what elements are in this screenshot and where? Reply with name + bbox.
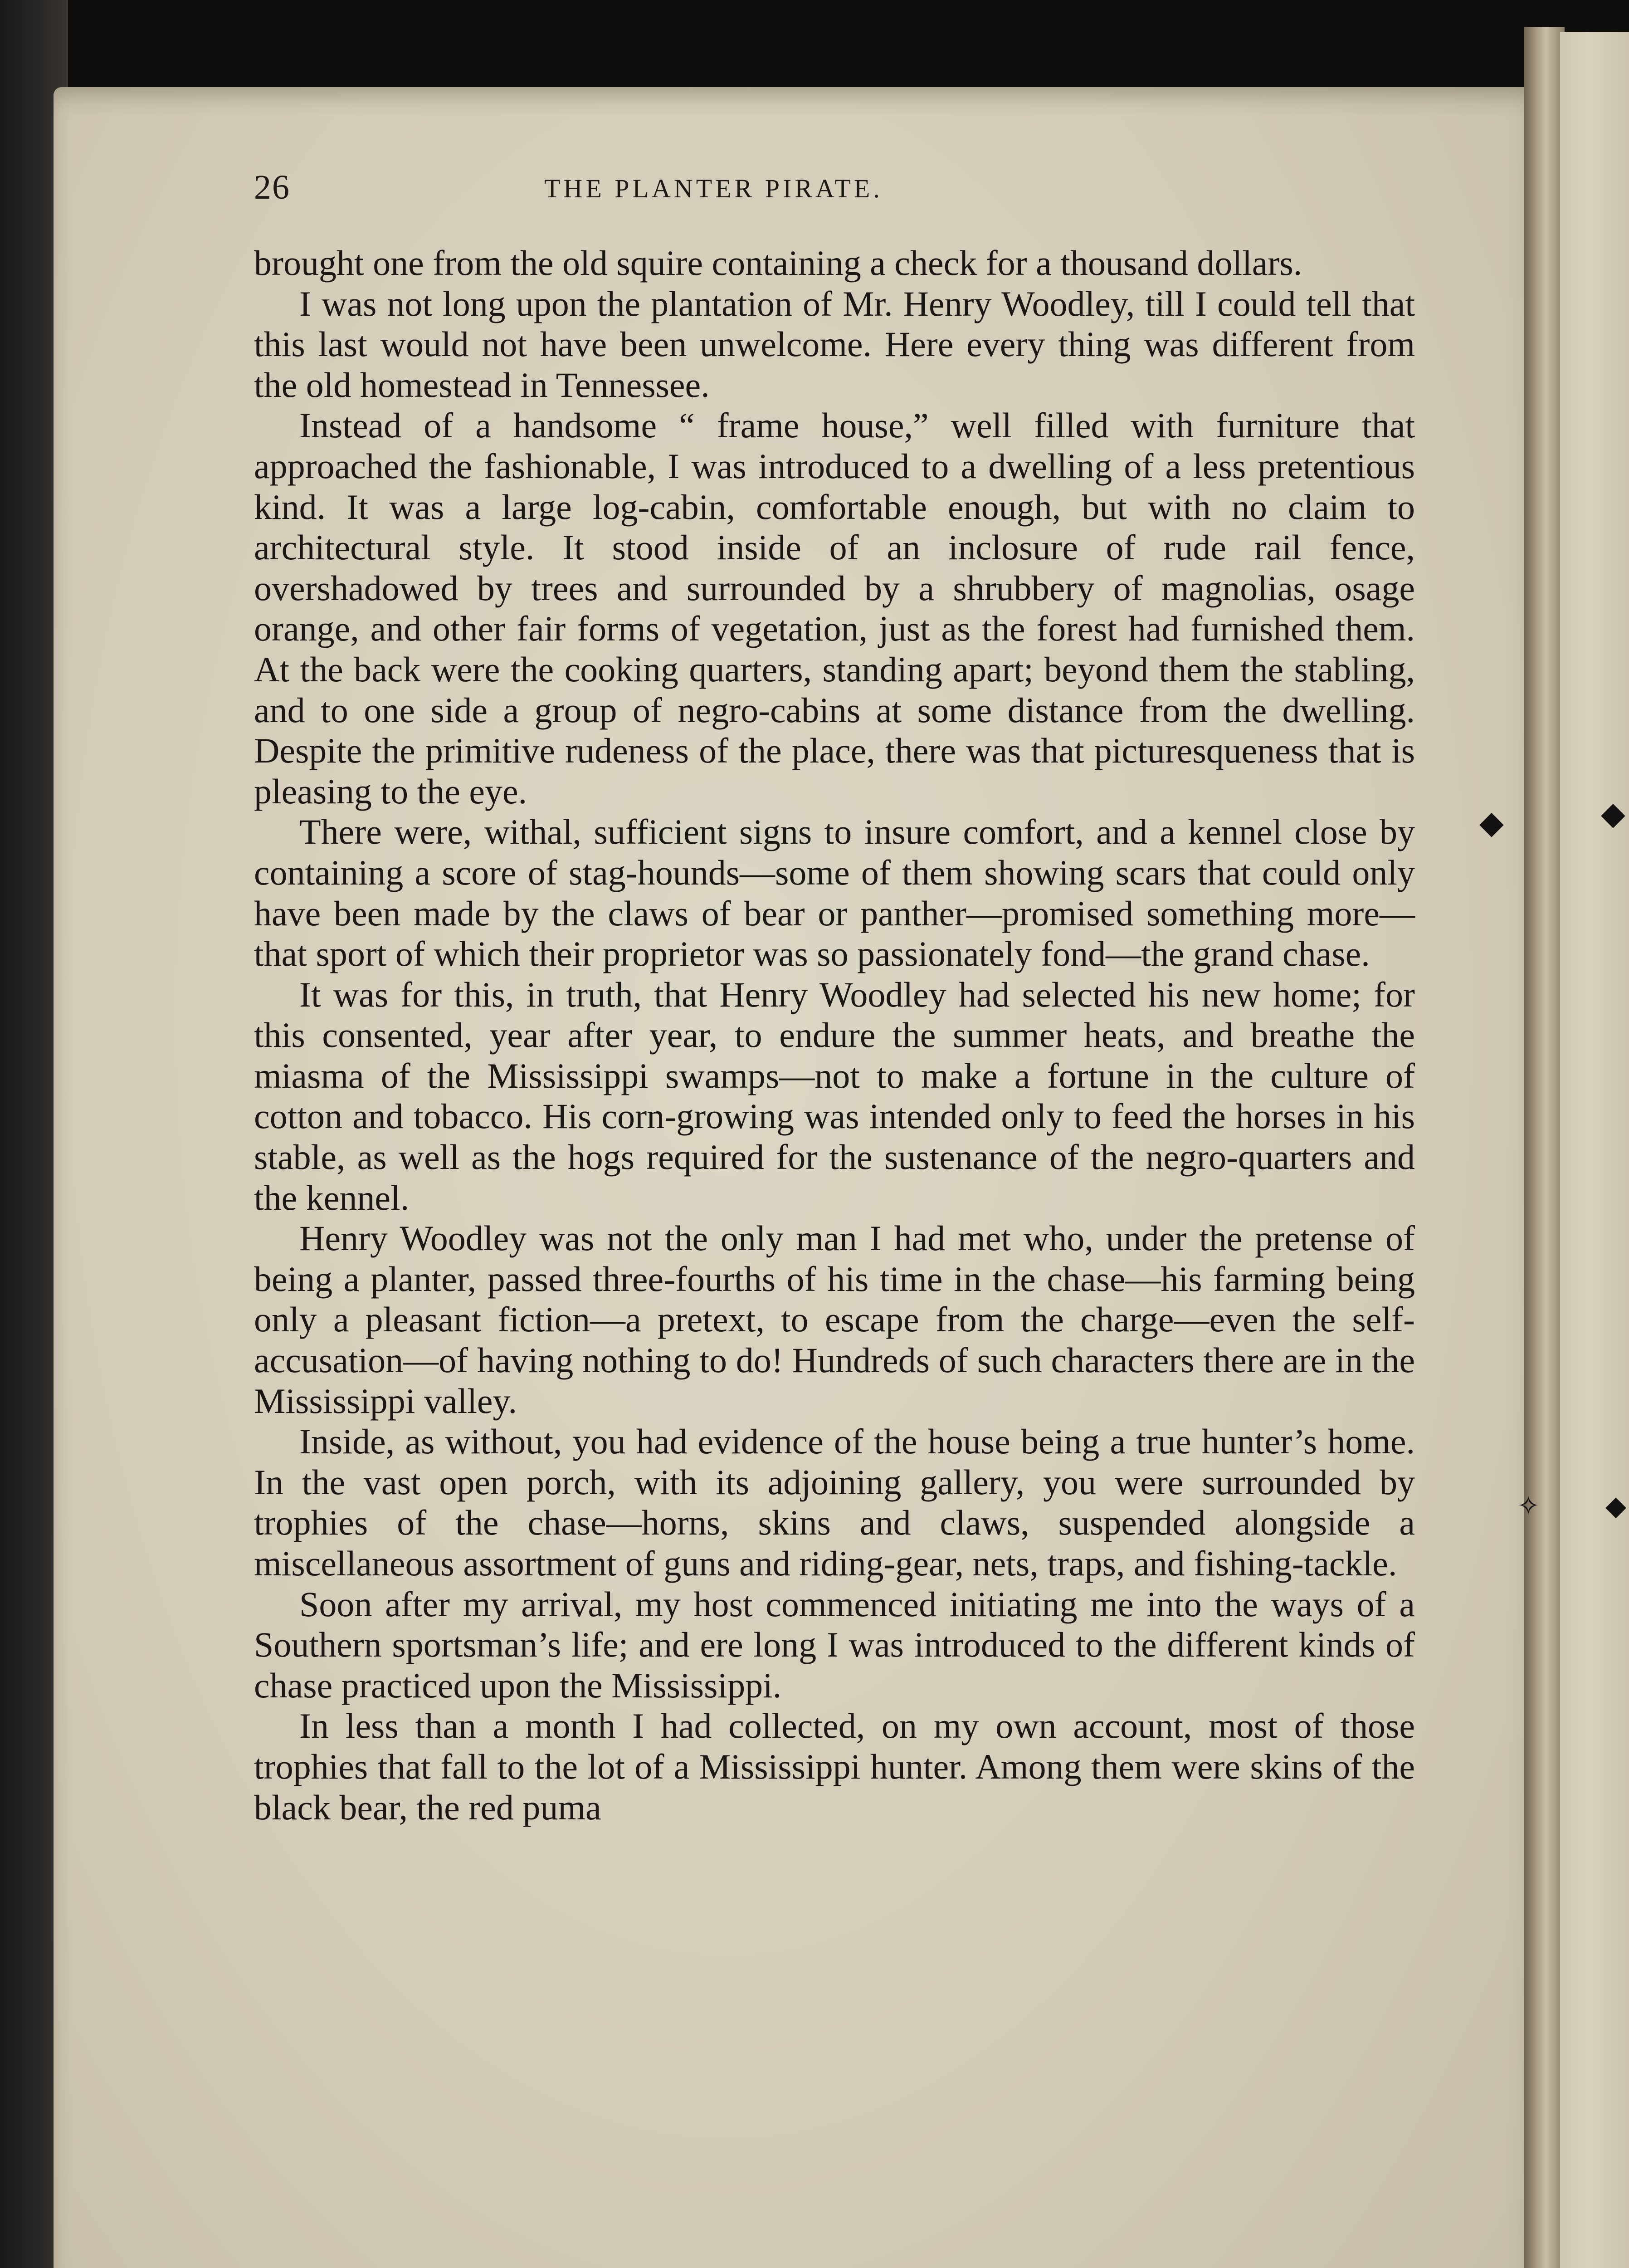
paragraph: brought one from the old squire containing a check for a thousand dollars.	[254, 243, 1302, 283]
gutter-mark-icon: ◆	[1479, 806, 1504, 841]
body-text	[254, 243, 1415, 1828]
facing-page-edge	[1560, 32, 1629, 2268]
paragraph: Soon after my arrival, my host commenced initiating me into the ways of a Southern sportsman’s life; and ere long I was introduced to the different kinds of chase practiced upon the Mississippi.	[254, 1584, 1415, 1705]
paragraph: Henry Woodley was not the only man I had met who, under the pretense of being a planter, passed three-fourths of his time in the chase—his farming being only a pleasant fiction—a pretext, to escape from the charge—even the self-accusation—of having nothing to do! Hundreds of such characters there are in the Mississippi valley.	[254, 1218, 1415, 1421]
paragraph: Inside, as without, you had evidence of the house being a true hunter’s home. In the vast open porch, with its adjoining gallery, you were surrounded by trophies of the chase—horns, skins and claws, suspended alongside a miscellaneous assortment of guns and riding-gear, nets, traps, and fishing-tackle.	[254, 1422, 1415, 1583]
paragraph: It was for this, in truth, that Henry Woodley had selected his new home; for this consented, year after year, to endure the summer heats, and breathe the miasma of the Mississippi swamps—not to make a fortune in the culture of cotton and tobacco. His corn-growing was intended only to feed the horses in his stable, as well as the hogs required for the sustenance of the negro-quarters and the kennel.	[254, 974, 1415, 1217]
paragraph: In less than a month I had collected, on my own account, most of those trophies that fall to the lot of a Mississippi hunter. Among them were skins of the black bear, the red puma	[254, 1706, 1415, 1827]
book-spine	[1524, 27, 1565, 2268]
running-head: THE PLANTER PIRATE.	[544, 174, 883, 203]
paragraph: There were, withal, sufficient signs to insure comfort, and a kennel close by containing a score of stag-hounds—some of them showing scars that could only have been made by the claws of bear or panther—promised something more—that sport of which their proprietor was so passionately fond—the grand chase.	[254, 812, 1415, 974]
page-header	[254, 168, 1515, 218]
binding-thread-icon: ✧	[1517, 1491, 1540, 1521]
binding-thread-icon: ◆	[1605, 1491, 1627, 1521]
paragraph: Instead of a handsome “ frame house,” well filled with furniture that approached the fashionable, I was introduced to a dwelling of a less pretentious kind. It was a large log-cabin, comfortable enough, but with no claim to architectural style. It stood inside of an inclosure of rude rail fence, overshadowed by trees and surrounded by a shrubbery of magnolias, osage orange, and other fair forms of vegetation, just as the forest had furnished them. At the back were the cooking quarters, standing apart; beyond them the stabling, and to one side a group of negro-cabins at some distance from the dwelling. Despite the primitive rudeness of the place, there was that picturesqueness that is pleasing to the eye.	[254, 406, 1415, 811]
paragraph: I was not long upon the plantation of Mr. Henry Woodley, till I could tell that this last would not have been unwelcome. Here every thing was different from the old homestead in Tennessee.	[254, 284, 1415, 405]
page-number: 26	[254, 168, 290, 206]
gutter-mark-icon: ◆	[1601, 797, 1625, 831]
